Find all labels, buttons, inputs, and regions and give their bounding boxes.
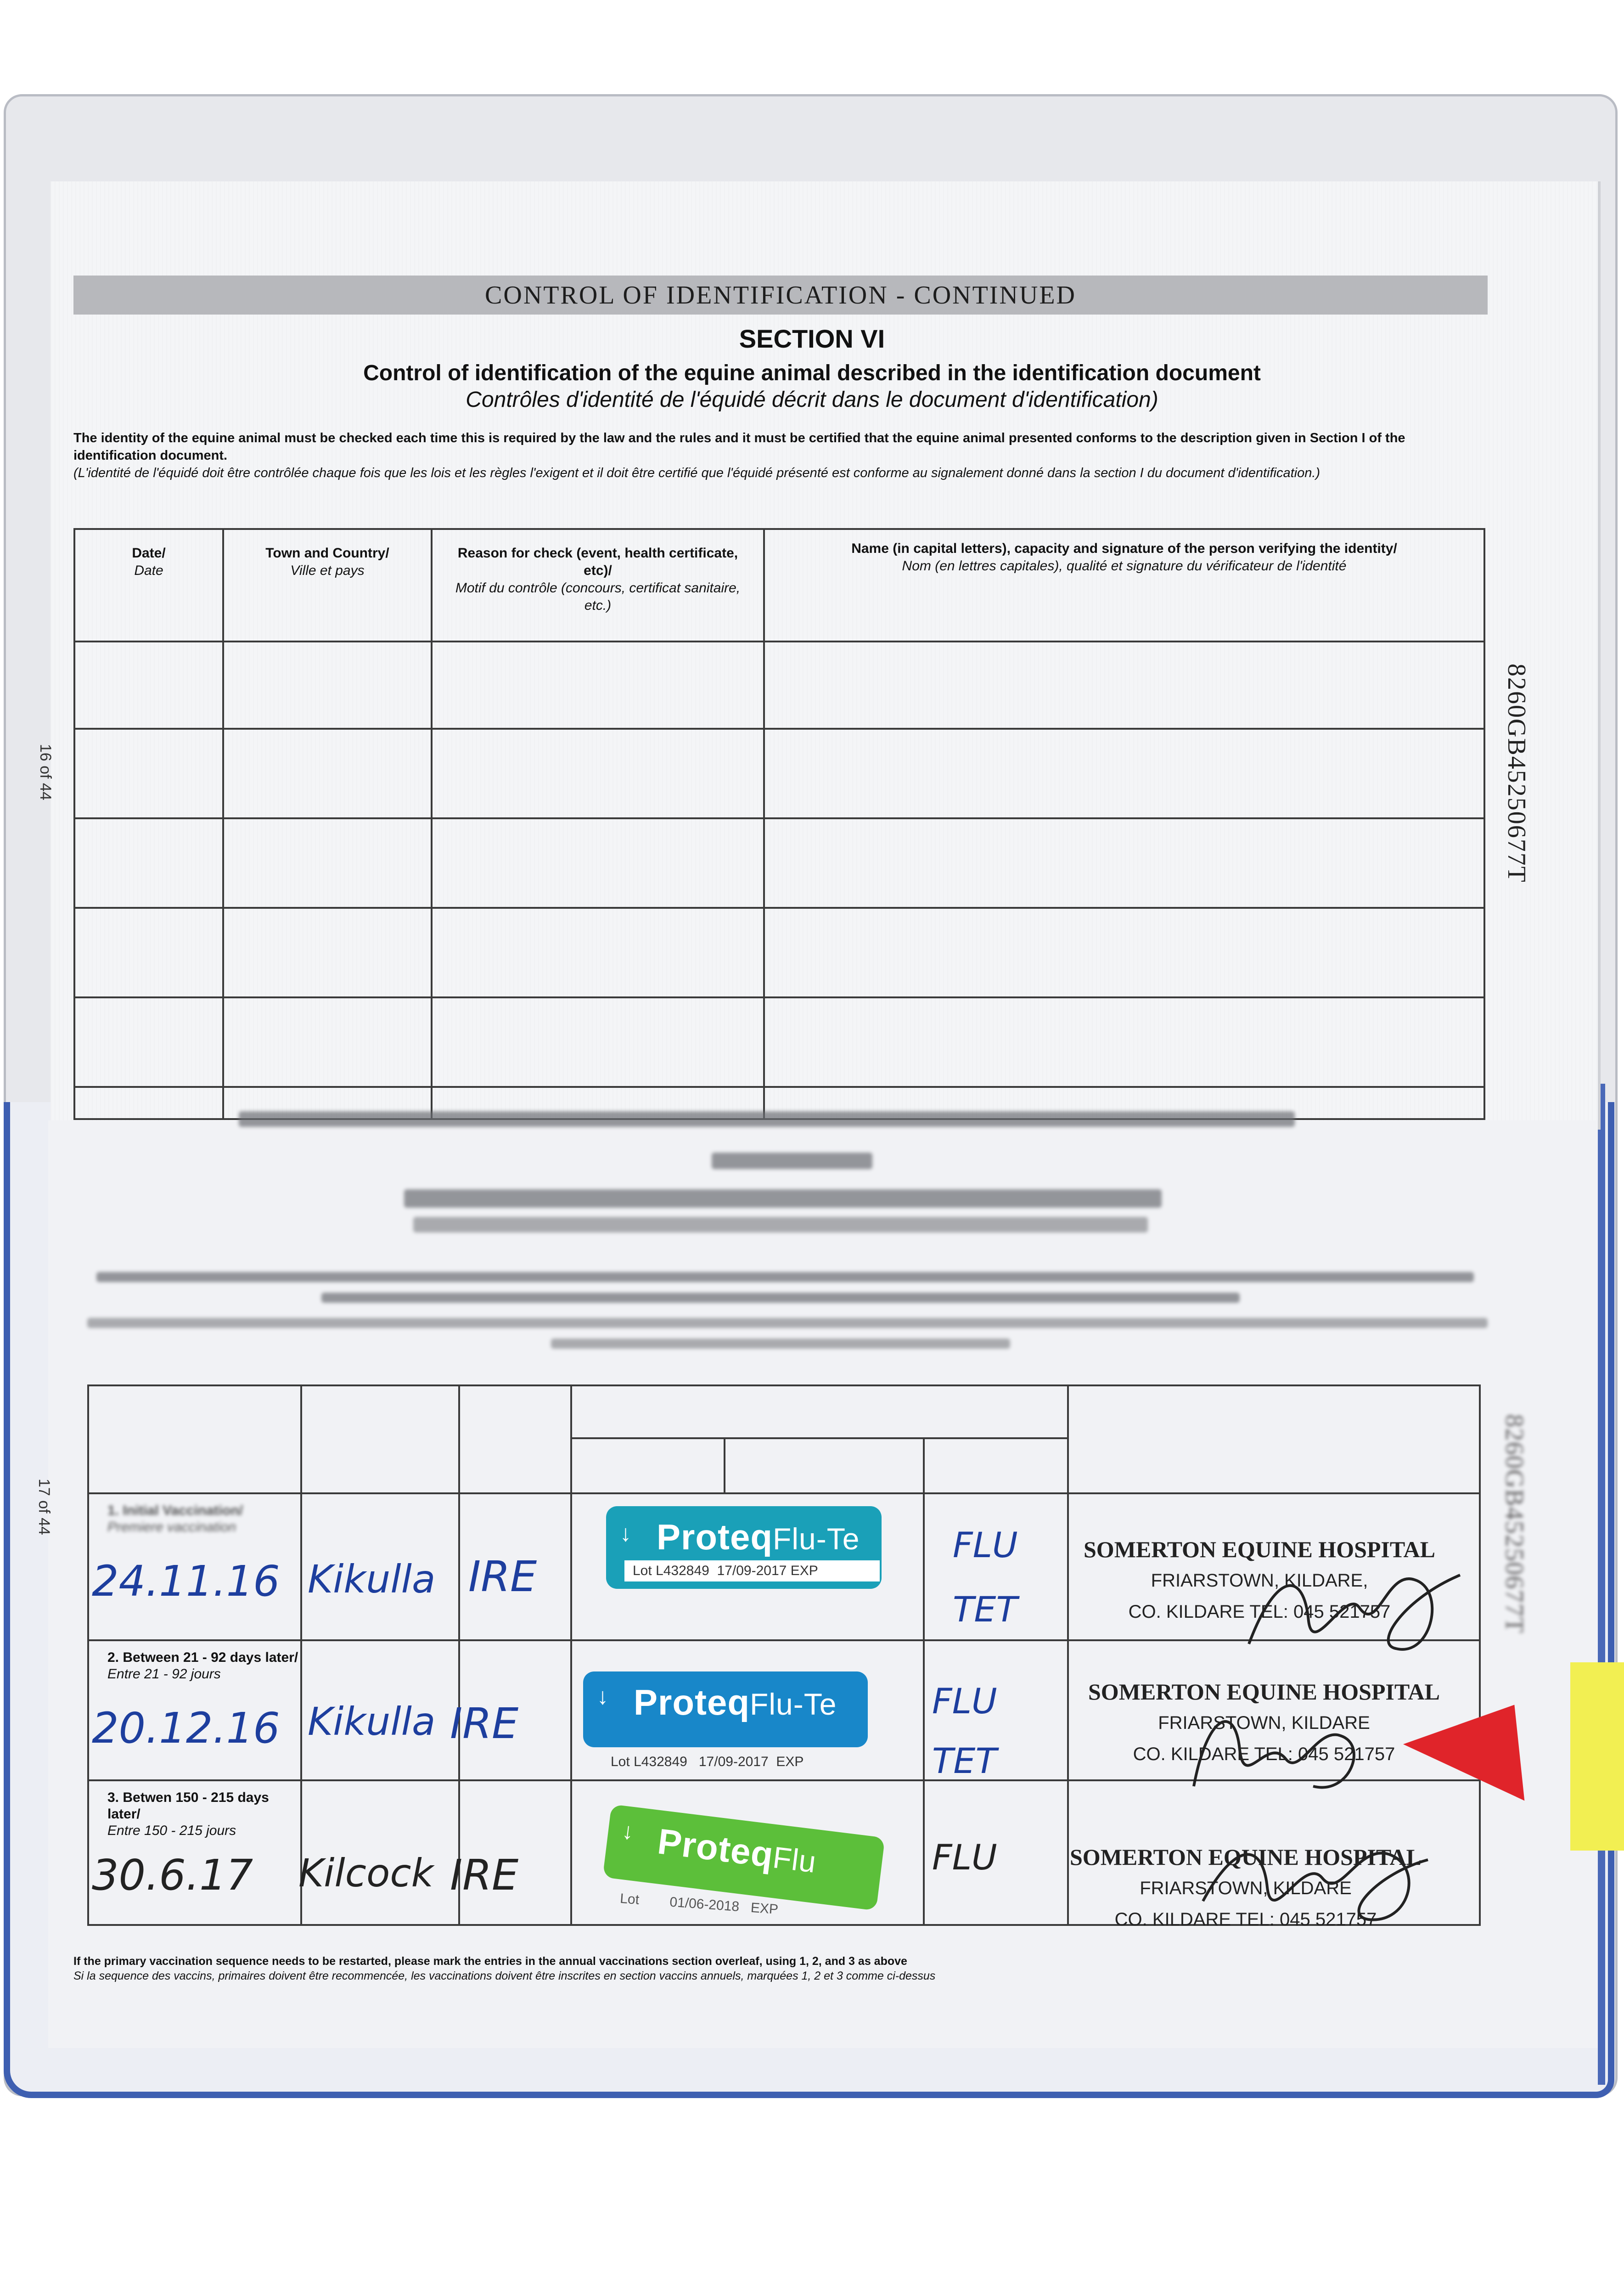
stamp2-city: CO. KILDARE TEL: 045 521757 [1133, 1744, 1395, 1764]
intro-en: The identity of the equine animal must be checked each time this is required by the law and the rules and it must be certified that the equine animal presented conforms to the description given in Section I of the identification document. [73, 431, 1405, 463]
page-number-16: 16 of 44 [37, 744, 54, 800]
cover-spine [1598, 1084, 1605, 2085]
banner-text: CONTROL OF IDENTIFICATION - CONTINUED [485, 281, 1076, 310]
row3-label: 3. Betwen 150 - 215 days later/ [107, 1790, 269, 1822]
stamp1-city: CO. KILDARE TEL: 045 521757 [1128, 1602, 1391, 1622]
table-row [74, 818, 1484, 908]
sticker1-expiry: 17/09-2017 [717, 1563, 787, 1578]
row1-disease-2: TET [953, 1589, 1017, 1630]
table-row [74, 908, 1484, 997]
row3-label-fr: Entre 150 - 215 jours [107, 1823, 236, 1838]
table-header-row [88, 1385, 1480, 1438]
col-reason-fr: Motif du contrôle (concours, certificat sanitaire, etc.) [455, 580, 741, 613]
row2-country: IRE [450, 1699, 519, 1748]
sticker3-brand: Proteq [655, 1821, 776, 1875]
col-name-en: Name (in capital letters), capacity and signature of the person verifying the identity/ [851, 541, 1397, 556]
sticker2-expiry: 17/09-2017 [698, 1754, 769, 1769]
stamp3-address: FRIARSTOWN, KILDARE [1140, 1878, 1352, 1898]
stamp1-address: FRIARSTOWN, KILDARE, [1151, 1570, 1368, 1591]
stamp3-city: CO. KILDARE TEL: 045 521757 [1114, 1909, 1377, 1930]
row1-disease-1: FLU [953, 1525, 1018, 1565]
row3-place: Kilcock [298, 1851, 434, 1896]
passport-reference: 8260GB45250677T [1502, 664, 1531, 883]
row2-place: Kikulla [308, 1699, 436, 1744]
col-date-fr: Date [134, 563, 163, 578]
row1-label-fr: Premiere vaccination [107, 1519, 236, 1535]
drop-icon: ↓ [620, 1520, 631, 1546]
sticker1-lot-prefix: Lot [633, 1563, 652, 1578]
sticker1-brand: Proteq [657, 1517, 773, 1557]
sticker3-exp: EXP [750, 1900, 779, 1918]
vet-signature-2 [1175, 1694, 1405, 1805]
identification-check-table [73, 528, 1485, 1120]
col-date-en: Date/ [132, 546, 166, 561]
vet-signature-3 [1194, 1828, 1433, 1938]
vaccine-sticker-1 [606, 1506, 882, 1589]
row1-label: 1. Initial Vaccination/ [107, 1503, 243, 1518]
section-banner [73, 276, 1488, 315]
section-subtitle-fr: Contrôles d'identité de l'équidé décrit dans le document d'identification) [466, 388, 1158, 412]
stamp3-name: SOMERTON EQUINE HOSPITAL [1070, 1844, 1422, 1870]
table-header-row [74, 529, 1484, 642]
footnote-fr: Si la sequence des vaccins, primaires doivent être recommencée, les vaccinations doivent être inscrites en section vaccins annuels, marquées 1, 2 et 3 comme ci-dessus [73, 1970, 936, 1982]
row3-disease: FLU [932, 1837, 997, 1878]
sticker3-product: Flu [771, 1840, 819, 1880]
table-row [74, 642, 1484, 729]
section-subtitle-en: Control of identification of the equine animal described in the identification document [363, 361, 1261, 385]
footnote [73, 1954, 1497, 1983]
drop-icon: ↓ [620, 1818, 635, 1845]
red-tab-marker [1400, 1705, 1525, 1813]
stamp2-name: SOMERTON EQUINE HOSPITAL [1088, 1679, 1440, 1705]
col-name-fr: Nom (en lettres capitales), qualité et signature du vérificateur de l'identité [902, 558, 1347, 574]
row3-date: 30.6.17 [92, 1851, 253, 1900]
sticker2-brand: Proteq [634, 1682, 750, 1722]
footnote-en: If the primary vaccination sequence needs to be restarted, please mark the entries in the annual vaccinations section overleaf, using 1, 2, and 3 as above [73, 1955, 907, 1968]
intro-text [73, 429, 1474, 482]
page-number-17: 17 of 44 [35, 1479, 53, 1535]
sticker1-exp: EXP [790, 1563, 818, 1578]
sticker2-lot-line [611, 1754, 804, 1770]
sticker2-lot-prefix: Lot [611, 1754, 630, 1769]
sticker2-lot: L432849 [634, 1754, 687, 1769]
row2-label: 2. Between 21 - 92 days later/ [107, 1650, 298, 1665]
vet-signature-1 [1240, 1552, 1469, 1671]
sticker3-lot-prefix: Lot [619, 1891, 640, 1908]
row2-disease-1: FLU [932, 1681, 997, 1722]
row1-date: 24.11.16 [92, 1557, 280, 1606]
passport-reference-blurred-text: 8260GB45250677T [1500, 1414, 1528, 1634]
sticky-note [1570, 1662, 1624, 1851]
section-title: SECTION VI [739, 324, 885, 353]
stamp1-name: SOMERTON EQUINE HOSPITAL [1084, 1536, 1435, 1562]
table-row [74, 729, 1484, 818]
sticker2-exp: EXP [776, 1754, 804, 1769]
stamp2-address: FRIARSTOWN, KILDARE [1158, 1713, 1370, 1733]
passport-reference-blurred [1500, 1414, 1529, 1634]
col-town-en: Town and Country/ [265, 546, 389, 561]
drop-icon: ↓ [597, 1683, 608, 1709]
table-row [74, 997, 1484, 1087]
row3-country: IRE [450, 1851, 519, 1900]
intro-fr: (L'identité de l'équidé doit être contrôlée chaque fois que les lois et les règles l'exigent et il doit être certifié que l'équidé présenté est conforme au signalement donné dans la section I du document d'identification.) [73, 466, 1321, 480]
sticker3-expiry: 01/06-2018 [669, 1894, 740, 1915]
col-reason-en: Reason for check (event, health certificate, etc)/ [457, 546, 738, 578]
row1-place: Kikulla [308, 1557, 436, 1602]
sticker1-lot: L432849 [656, 1563, 709, 1578]
sticker1-product: Flu-Te [773, 1522, 860, 1556]
col-town-fr: Ville et pays [290, 563, 365, 578]
row2-label-fr: Entre 21 - 92 jours [107, 1666, 221, 1682]
row1-country: IRE [468, 1552, 537, 1601]
row2-disease-2: TET [932, 1740, 997, 1781]
vaccine-sticker-2 [583, 1671, 868, 1747]
sticker2-product: Flu-Te [750, 1687, 837, 1721]
row2-date: 20.12.16 [92, 1704, 280, 1753]
